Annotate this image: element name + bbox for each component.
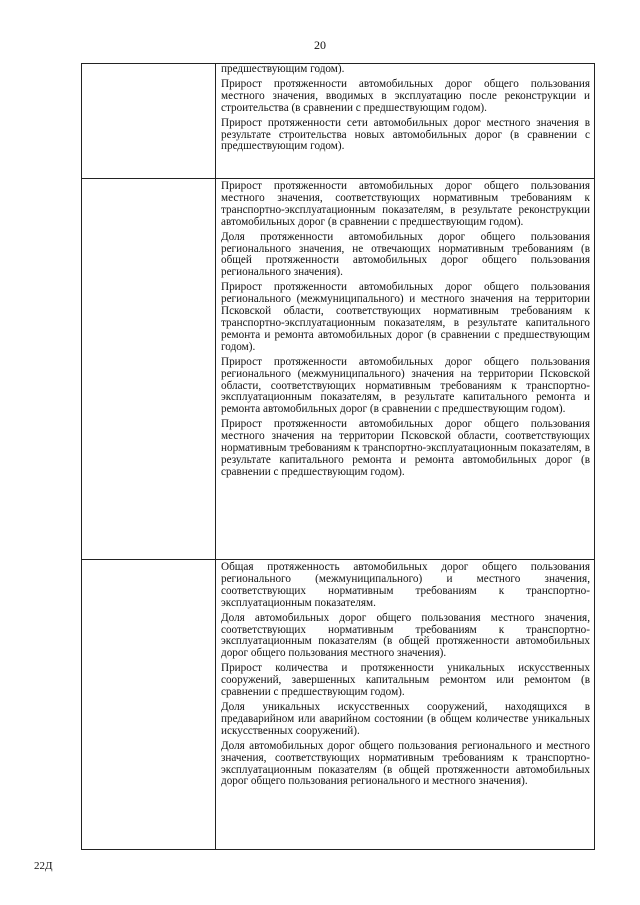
indicator-paragraph: Прирост протяженности автомобильных дорог общего пользования местного значения, вводимых в эксплуатацию после реконструкции и строительства (в сравнении с предшествующим годом). — [221, 77, 590, 114]
indicator-paragraph: Доля протяженности автомобильных дорог общего пользования регионального значения, не отвечающих нормативным требованиям (в общей протяженности автомобильных дорог общего пользования регионального значения). — [221, 230, 590, 279]
table-cell-indicators — [216, 64, 594, 178]
indicator-paragraph: Прирост протяженности автомобильных дорог общего пользования регионального (межмуниципального) и местного значения на территории Псковской области, соответствующих нормативным требованиям к транспортно-эксплуатационным показателям, в результате капитального ремонта и ремонта автомобильных дорог (в сравнении с предшествующим годом). — [221, 281, 590, 353]
table-cell-empty — [82, 560, 216, 849]
table-cell-indicators — [216, 179, 594, 559]
table-row — [82, 64, 594, 179]
indicator-paragraph: Общая протяженность автомобильных дорог общего пользования регионального (межмуниципального) и местного значения, соответствующих нормативным требованиям к транспортно-эксплуатационным показателям. — [221, 561, 590, 609]
indicator-paragraph: Доля автомобильных дорог общего пользования местного значения, соответствующих нормативным требованиям к транспортно-эксплуатационным показателям (в общей протяженности автомобильных дорог общего пользования местного значения). — [221, 611, 590, 660]
indicator-paragraph: Прирост протяженности автомобильных дорог общего пользования местного значения на территории Псковской области, соответствующих нормативным требованиям к транспортно-эксплуатационным показателям, в результате капитального ремонта и ремонта автомобильных дорог (в сравнении с предшествующим годом). — [221, 418, 590, 478]
table-cell-indicators — [216, 560, 594, 849]
indicator-paragraph: Прирост протяженности автомобильных дорог общего пользования местного значения, соответствующих нормативным требованиям к транспортно-эксплуатационным показателям, в результате реконструкции автомобильных дорог (в сравнении с предшествующим годом). — [221, 180, 590, 228]
table-row — [82, 179, 594, 560]
indicators-table — [81, 63, 595, 850]
document-footer-code: 22Д — [34, 860, 53, 872]
indicator-paragraph: предшествующим годом). — [221, 64, 345, 75]
page-number: 20 — [314, 38, 326, 52]
indicator-paragraph: Доля автомобильных дорог общего пользования регионального и местного значения, соответствующих нормативным требованиям к транспортно-эксплуатационным показателям (в общей протяженности автомобильных дорог общего пользования регионального и местного значения). — [221, 739, 590, 788]
indicator-paragraph: Прирост количества и протяженности уникальных искусственных сооружений, завершенных капитальным ремонтом или ремонтом (в сравнении с предшествующим годом). — [221, 662, 590, 699]
indicator-paragraph: Доля уникальных искусственных сооружений, находящихся в предаварийном или аварийном состоянии (в общем количестве уникальных искусственных сооружений). — [221, 700, 590, 737]
indicator-paragraph: Прирост протяженности сети автомобильных дорог местного значения в результате строительства новых автомобильных дорог (в сравнении с предшествующим годом). — [221, 116, 590, 153]
table-row — [82, 560, 594, 849]
table-cell-empty — [82, 64, 216, 178]
indicator-paragraph: Прирост протяженности автомобильных дорог общего пользования регионального (межмуниципального) значения на территории Псковской области, соответствующих нормативным требованиям к транспортно-эксплуатационным показателям, в результате капитального ремонта и ремонта автомобильных дорог (в сравнении с предшествующим годом). — [221, 355, 590, 416]
table-cell-empty — [82, 179, 216, 559]
